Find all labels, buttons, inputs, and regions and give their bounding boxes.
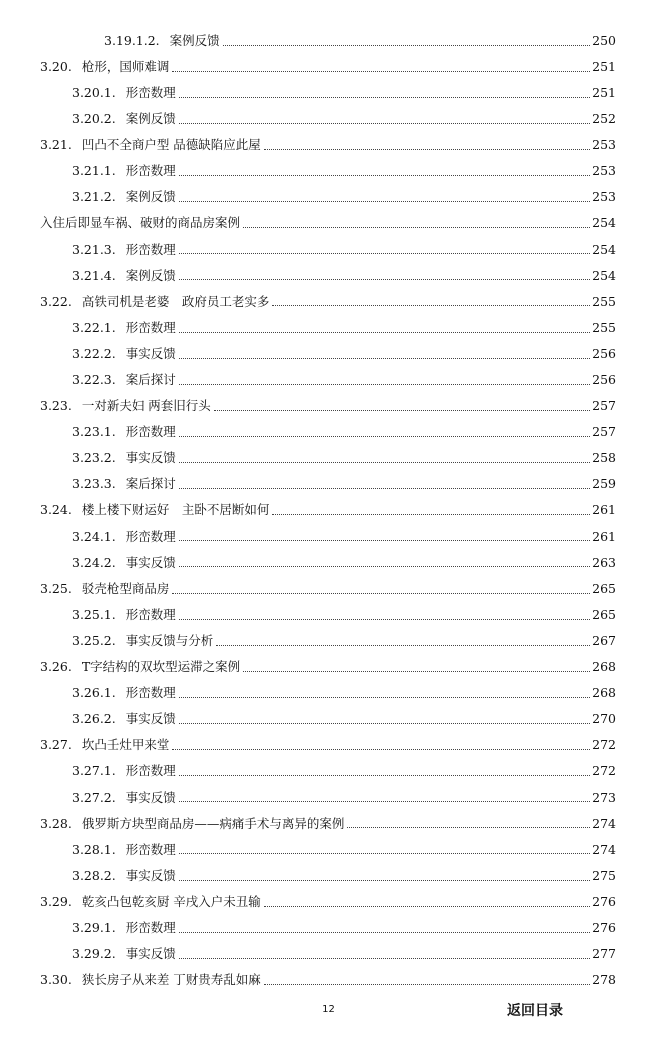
toc-entry-number: 3.26.2.: [72, 711, 116, 727]
toc-entry-page: 272: [592, 763, 616, 779]
toc-entry[interactable]: [0, 941, 657, 967]
toc-entry-number: 3.27.2.: [72, 789, 116, 805]
dot-leader: [179, 801, 590, 802]
toc-entry-page: 267: [592, 632, 616, 648]
toc-entry-page: 255: [592, 319, 616, 335]
toc-entry-page: 273: [592, 789, 616, 805]
toc-entry-page: 276: [592, 919, 616, 935]
page-number: 12: [322, 1004, 335, 1015]
toc-entry-page: 256: [592, 345, 616, 361]
toc-entry[interactable]: [0, 419, 657, 445]
toc-entry-number: 3.23.3.: [72, 476, 116, 492]
toc-entry-number: 3.22.: [40, 293, 72, 309]
toc-entry-number: 3.25.1.: [72, 606, 116, 622]
toc-entry[interactable]: [0, 211, 657, 237]
toc-entry-page: 251: [592, 58, 616, 74]
toc-entry-title: 楼上楼下财运好 主卧不居断如何: [81, 502, 270, 518]
toc-entry-page: 259: [592, 476, 616, 492]
toc-entry-page: 250: [592, 32, 616, 48]
toc-entry-number: 3.28.1.: [72, 841, 116, 857]
toc-entry-title: T字结构的双坎型运滞之案例: [81, 659, 241, 675]
toc-entry-title: 案例反馈: [125, 267, 176, 283]
toc-entry-title: 坎凸壬灶甲来堂: [81, 737, 170, 753]
toc-entry[interactable]: [0, 185, 657, 211]
toc-entry[interactable]: [0, 785, 657, 811]
toc-entry[interactable]: [0, 837, 657, 863]
toc-entry[interactable]: [0, 706, 657, 732]
toc-entry-title: 凹凸不全商户型 品德缺陷应此屋: [81, 137, 261, 153]
toc-entry[interactable]: [0, 367, 657, 393]
toc-entry[interactable]: [0, 289, 657, 315]
toc-entry-number: 3.22.1.: [72, 319, 116, 335]
toc-entry-page: 275: [592, 867, 616, 883]
toc-entry[interactable]: [0, 80, 657, 106]
toc-entry-page: 253: [592, 137, 616, 153]
toc-entry-page: 265: [592, 580, 616, 596]
dot-leader: [179, 697, 590, 698]
toc-entry-page: 253: [592, 189, 616, 205]
toc-entry-page: 268: [592, 659, 616, 675]
toc-entry-title: 形峦数理: [125, 919, 176, 935]
dot-leader: [179, 462, 590, 463]
toc-entry-page: 253: [592, 163, 616, 179]
toc-entry[interactable]: [0, 472, 657, 498]
dot-leader: [179, 384, 590, 385]
toc-entry-title: 俄罗斯方块型商品房——病痛手术与离异的案例: [81, 815, 345, 831]
toc-entry-number: 3.30.: [40, 972, 72, 988]
dot-leader: [179, 880, 590, 881]
toc-entry-page: 254: [592, 267, 616, 283]
dot-leader: [243, 227, 590, 228]
dot-leader: [179, 540, 590, 541]
toc-entry-title: 形峦数理: [125, 528, 176, 544]
toc-entry-page: 278: [592, 972, 616, 988]
toc-entry-number: 3.22.2.: [72, 345, 116, 361]
toc-entry-number: 3.29.2.: [72, 946, 116, 962]
toc-entry-number: 3.27.: [40, 737, 72, 753]
toc-entry[interactable]: [0, 550, 657, 576]
toc-entry-title: 案后探讨: [125, 476, 176, 492]
toc-entry-page: 263: [592, 554, 616, 570]
toc-entry-number: 3.21.2.: [72, 189, 116, 205]
toc-entry[interactable]: [0, 341, 657, 367]
dot-leader: [272, 514, 590, 515]
dot-leader: [179, 958, 590, 959]
toc-entry-title: 枪形，国师难调: [81, 58, 170, 74]
dot-leader: [179, 123, 590, 124]
toc-entry-page: 257: [592, 398, 616, 414]
toc-entry-page: 255: [592, 293, 616, 309]
toc-entry-number: 3.24.: [40, 502, 72, 518]
toc-entry-number: 3.20.: [40, 58, 72, 74]
toc-entry-number: 3.29.1.: [72, 919, 116, 935]
toc-entry-number: 3.29.: [40, 893, 72, 909]
toc-entry-number: 3.19.1.2.: [104, 32, 160, 48]
toc-entry[interactable]: [0, 733, 657, 759]
toc-entry[interactable]: [0, 863, 657, 889]
toc-entry-title: 形峦数理: [125, 319, 176, 335]
dot-leader: [179, 332, 590, 333]
toc-entry-page: 274: [592, 815, 616, 831]
toc-entry-number: 3.24.1.: [72, 528, 116, 544]
dot-leader: [179, 436, 590, 437]
back-to-contents-link[interactable]: 返回目录: [507, 1003, 563, 1019]
toc-entry[interactable]: [0, 106, 657, 132]
dot-leader: [179, 175, 590, 176]
toc-entry-page: 265: [592, 606, 616, 622]
dot-leader: [179, 253, 590, 254]
dot-leader: [179, 201, 590, 202]
toc-entry-number: 3.20.1.: [72, 84, 116, 100]
toc-entry-title: 狭长房子从来差 丁财贵寿乱如麻: [81, 972, 261, 988]
dot-leader: [179, 97, 590, 98]
toc-entry-title: 事实反馈: [125, 789, 176, 805]
toc-entry[interactable]: [0, 967, 657, 993]
dot-leader: [179, 723, 590, 724]
toc-entry-number: 3.25.: [40, 580, 72, 596]
toc-entry-number: 3.27.1.: [72, 763, 116, 779]
toc-entry-title: 案后探讨: [125, 372, 176, 388]
toc-entry-title: 案例反馈: [125, 111, 176, 127]
dot-leader: [179, 488, 590, 489]
toc-entry-number: 3.22.3.: [72, 372, 116, 388]
toc-entry[interactable]: [0, 915, 657, 941]
toc-entry-title: 案例反馈: [125, 189, 176, 205]
toc-entry-title: 高铁司机是老婆 政府员工老实多: [81, 293, 270, 309]
toc-entry[interactable]: [0, 811, 657, 837]
toc-entry-page: 268: [592, 685, 616, 701]
toc-entry[interactable]: [0, 524, 657, 550]
toc-entry-page: 251: [592, 84, 616, 100]
toc-entry-title: 一对新夫妇 两套旧行头: [81, 398, 211, 414]
toc-entry-number: 3.23.1.: [72, 424, 116, 440]
toc-entry-number: 3.28.2.: [72, 867, 116, 883]
toc-entry-number: 3.26.1.: [72, 685, 116, 701]
toc-entry-page: 257: [592, 424, 616, 440]
toc-entry-number: 3.23.: [40, 398, 72, 414]
toc-entry-title: 事实反馈: [125, 711, 176, 727]
dot-leader: [223, 45, 590, 46]
table-of-contents: [0, 28, 657, 993]
toc-entry-title: 案例反馈: [169, 32, 220, 48]
toc-entry-page: 276: [592, 893, 616, 909]
dot-leader: [216, 645, 590, 646]
toc-entry-page: 272: [592, 737, 616, 753]
toc-entry[interactable]: [0, 602, 657, 628]
toc-entry-page: 261: [592, 502, 616, 518]
dot-leader: [179, 853, 590, 854]
toc-entry-title: 形峦数理: [125, 84, 176, 100]
toc-entry-page: 254: [592, 241, 616, 257]
dot-leader: [243, 671, 590, 672]
toc-entry-title: 形峦数理: [125, 606, 176, 622]
dot-leader: [272, 305, 590, 306]
toc-entry-page: 258: [592, 450, 616, 466]
toc-entry-page: 261: [592, 528, 616, 544]
dot-leader: [172, 71, 590, 72]
toc-entry-number: 3.24.2.: [72, 554, 116, 570]
toc-entry[interactable]: [0, 628, 657, 654]
toc-entry-page: 256: [592, 372, 616, 388]
toc-entry[interactable]: [0, 576, 657, 602]
toc-entry-title: 事实反馈: [125, 345, 176, 361]
dot-leader: [179, 775, 590, 776]
dot-leader: [179, 619, 590, 620]
toc-entry[interactable]: [0, 132, 657, 158]
toc-entry-number: 3.21.3.: [72, 241, 116, 257]
toc-entry-number: 3.20.2.: [72, 111, 116, 127]
toc-entry-title: 形峦数理: [125, 685, 176, 701]
toc-entry-number: 3.21.4.: [72, 267, 116, 283]
toc-entry-page: 270: [592, 711, 616, 727]
toc-entry-page: 277: [592, 946, 616, 962]
dot-leader: [172, 749, 590, 750]
toc-entry[interactable]: [0, 759, 657, 785]
toc-entry-title: 入住后即显车祸、破财的商品房案例: [40, 215, 241, 231]
toc-entry[interactable]: [0, 889, 657, 915]
dot-leader: [214, 410, 590, 411]
toc-entry[interactable]: [0, 263, 657, 289]
toc-entry-title: 形峦数理: [125, 841, 176, 857]
toc-entry-title: 驳壳枪型商品房: [81, 580, 170, 596]
toc-entry[interactable]: [0, 654, 657, 680]
dot-leader: [179, 566, 590, 567]
toc-entry[interactable]: [0, 158, 657, 184]
toc-entry[interactable]: [0, 315, 657, 341]
toc-entry-number: 3.26.: [40, 659, 72, 675]
toc-entry[interactable]: [0, 680, 657, 706]
toc-entry[interactable]: [0, 498, 657, 524]
toc-entry-title: 事实反馈: [125, 554, 176, 570]
toc-entry[interactable]: [0, 446, 657, 472]
toc-entry-title: 事实反馈: [125, 867, 176, 883]
toc-entry[interactable]: [0, 54, 657, 80]
dot-leader: [179, 279, 590, 280]
toc-entry[interactable]: [0, 393, 657, 419]
dot-leader: [179, 358, 590, 359]
toc-entry-number: 3.21.1.: [72, 163, 116, 179]
toc-entry-title: 形峦数理: [125, 241, 176, 257]
toc-entry-number: 3.21.: [40, 137, 72, 153]
toc-entry[interactable]: [0, 237, 657, 263]
dot-leader: [264, 906, 590, 907]
toc-entry-number: 3.28.: [40, 815, 72, 831]
toc-entry-title: 事实反馈: [125, 450, 176, 466]
dot-leader: [264, 984, 590, 985]
toc-entry-title: 事实反馈与分析: [125, 632, 214, 648]
dot-leader: [172, 593, 590, 594]
dot-leader: [264, 149, 590, 150]
toc-entry-number: 3.23.2.: [72, 450, 116, 466]
toc-entry-title: 形峦数理: [125, 763, 176, 779]
toc-entry-title: 形峦数理: [125, 424, 176, 440]
dot-leader: [179, 932, 590, 933]
dot-leader: [347, 827, 590, 828]
toc-entry-page: 254: [592, 215, 616, 231]
toc-entry-page: 274: [592, 841, 616, 857]
toc-entry-title: 事实反馈: [125, 946, 176, 962]
toc-entry-title: 乾亥凸包乾亥厨 辛戌入户未丑输: [81, 893, 261, 909]
toc-entry[interactable]: [0, 28, 657, 54]
toc-entry-page: 252: [592, 111, 616, 127]
toc-entry-title: 形峦数理: [125, 163, 176, 179]
toc-entry-number: 3.25.2.: [72, 632, 116, 648]
